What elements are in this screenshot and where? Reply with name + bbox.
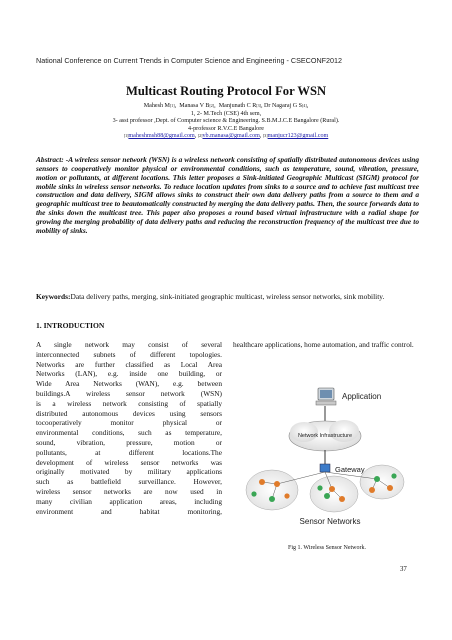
text-line: environment and habitat monitoring, bbox=[36, 506, 222, 516]
email-link[interactable]: maheshmsh88@gmail.com bbox=[128, 133, 195, 140]
gateway-icon bbox=[320, 464, 330, 472]
page-number: 37 bbox=[400, 566, 407, 573]
keywords-label: Keywords: bbox=[36, 292, 71, 301]
text-line: environmental conditions, such as temperature, bbox=[36, 428, 222, 438]
text-line: A single network may consist of several bbox=[36, 340, 222, 349]
intro-right-column: healthcare applications, home automation, and traffic control. bbox=[233, 340, 414, 349]
text-line: is a wireless network consisting of spatially bbox=[36, 398, 222, 408]
text-line: tocooperatively monitor physical or bbox=[36, 418, 222, 428]
figure-caption: Fig 1. Wireless Sensor Network. bbox=[288, 545, 366, 551]
author-sup: [2] bbox=[209, 103, 215, 108]
text-line: many civilian application areas, including bbox=[36, 496, 222, 506]
text-line: buildings.A wireless sensor network (WSN) bbox=[36, 388, 222, 398]
author-name: Manasa V B bbox=[179, 103, 210, 109]
text-line: interconnected subnets of different topologies. bbox=[36, 349, 222, 359]
email-sup: [1] bbox=[123, 133, 129, 139]
application-computer-icon bbox=[316, 388, 336, 405]
author-name: Dr Nagaraj G S bbox=[264, 103, 303, 109]
application-label: Application bbox=[342, 392, 382, 401]
text-line: wireless sensor networks are now used in bbox=[36, 486, 222, 496]
text-line: Networks are further classified as Local Area bbox=[36, 359, 222, 369]
keywords bbox=[36, 292, 419, 301]
affiliation-3: 4-professor R.V.C.E Bangalore bbox=[188, 125, 264, 132]
section-heading: 1. INTRODUCTION bbox=[36, 321, 105, 330]
author-name: Manjunath C R bbox=[218, 103, 257, 109]
text-line: Networks (LAN), e.g. inside one building, or bbox=[36, 369, 222, 379]
affiliation-1: 1, 2- M.Tech (CSE) 4th sem, bbox=[190, 110, 262, 117]
abstract: Abstract: -A wireless sensor network (WSN) is a wireless network consisting of spatially distributed autonomous devices using sensors to cooperatively monitor physical or environmental conditions, such as temperature, sound, vibration, pressure, motion or pollutants, at different locations. This letter proposes a Sink-initiated Geographic Multicast (SIGM) protocol for mobile sinks in wireless sensor networks. To reduce location updates from sinks to a source and to achieve fast multicast tree construction and data delivery, SIGM allows sinks to construct their own data delivery paths from a source to them and a geographic multicast tree to beautomatically constructed by merging the data delivery paths. Then, the source forwards data to the sinks down the multicast tree. This paper also proposes a round based virtual infrastructure with a radial shape for growing the merging probability of data delivery paths and reducing the reconstruction frequency of the multicast tree due to mobility of sinks. bbox=[36, 155, 419, 235]
intro-left-column bbox=[36, 340, 222, 516]
text-line: Wide Area Networks (WAN), e.g. between bbox=[36, 379, 222, 389]
email-link[interactable]: vb.manasa@gmail.com bbox=[202, 133, 260, 140]
text-line: such as battlefield surveillance. However, bbox=[36, 477, 222, 487]
sensor-cluster bbox=[246, 470, 298, 510]
wsn-figure bbox=[232, 384, 422, 534]
sensor-cluster bbox=[360, 465, 404, 499]
author-sup: [4] bbox=[302, 103, 307, 108]
text-line: pollutants, at different locations.The bbox=[36, 447, 222, 457]
email-link[interactable]: manjucr123@gmail.com bbox=[267, 133, 329, 140]
sensor-cluster bbox=[310, 476, 358, 512]
paper-title: Multicast Routing Protocol For WSN bbox=[125, 84, 327, 98]
author-sup: [1] bbox=[169, 103, 175, 108]
author-name: Mahesh M bbox=[143, 103, 170, 109]
keywords-text: Data delivery paths, merging, sink-initiated geographic multicast, wireless sensor networks, sink mobility. bbox=[70, 292, 385, 301]
text-line: originally motivated by military applications bbox=[36, 467, 222, 477]
network-infrastructure-label: Network Infrastructure bbox=[297, 433, 353, 439]
text-line: development of wireless sensor networks was bbox=[36, 457, 222, 467]
gateway-label: Gateway bbox=[335, 465, 365, 474]
author-names: Mahesh M[1], Manasa V B[2], Manjunath C R[3], Dr Nagaraj G S[4], bbox=[143, 103, 309, 109]
text-line: sound, vibration, pressure, motion or bbox=[36, 437, 222, 447]
sensor-networks-label: Sensor Networks bbox=[299, 517, 361, 526]
authors-block bbox=[30, 103, 422, 141]
affiliation-2: 3- asst professor ,Dept. of Computer science & Engineering. S.B.M.J.C.E Bangalore (Rural). bbox=[112, 118, 340, 125]
email-sup: [3] bbox=[262, 133, 268, 139]
author-emails: [1]maheshmsh88@gmail.com, [2]vb.manasa@gmail.com, [3]manjucr123@gmail.com bbox=[123, 133, 329, 140]
running-header: National Conference on Current Trends in Computer Science and Engineering - CSECONF2012 bbox=[36, 56, 343, 65]
email-sup: [2] bbox=[197, 133, 203, 139]
text-line: distributed autonomous devices using sensors bbox=[36, 408, 222, 418]
author-sup: [3] bbox=[256, 103, 261, 108]
